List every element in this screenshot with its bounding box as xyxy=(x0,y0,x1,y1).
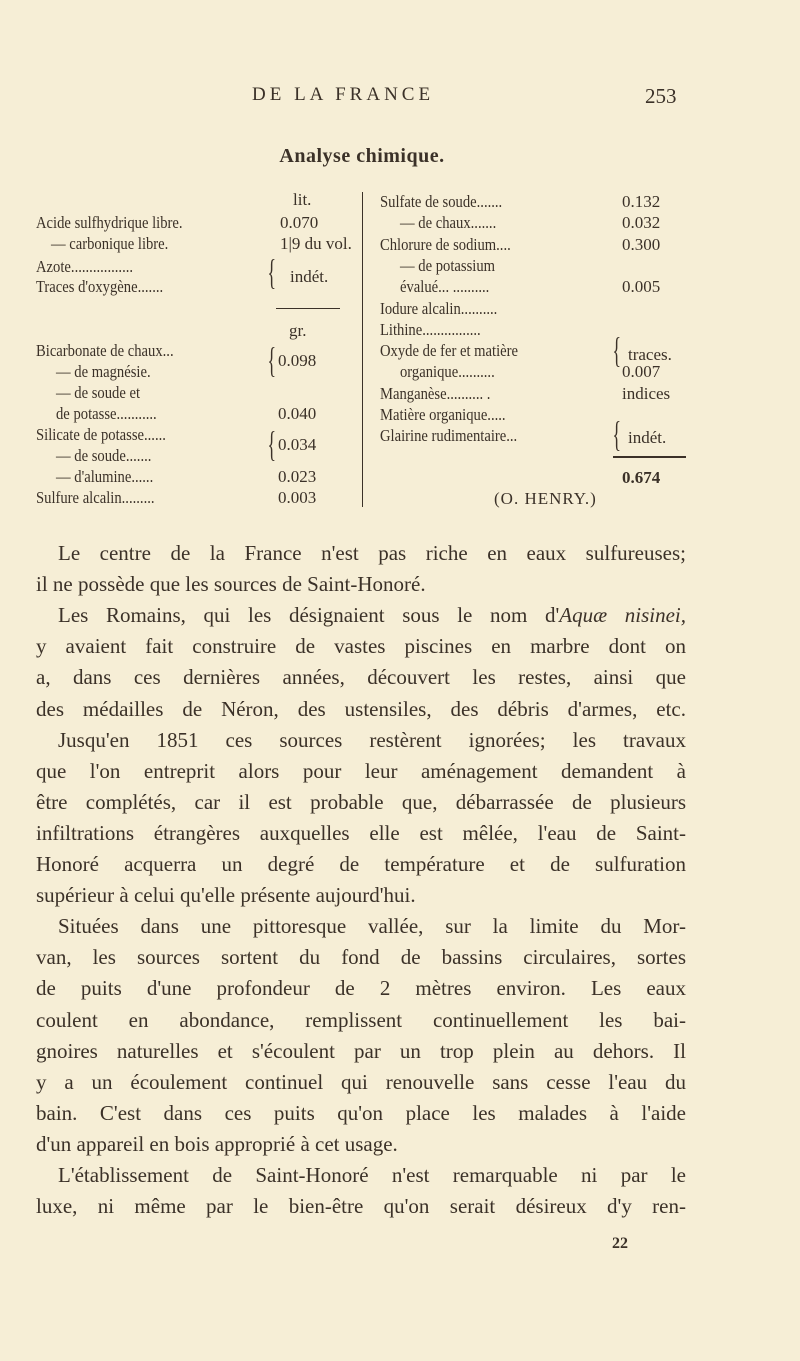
unit-lit: lit. xyxy=(293,190,312,209)
text-line xyxy=(36,1191,686,1222)
text-line xyxy=(36,1005,686,1036)
running-title: DE LA FRANCE xyxy=(252,84,435,105)
text-line xyxy=(58,600,686,631)
table-row xyxy=(36,466,366,487)
text-line-content: Situées dans une pittoresque vallée, sur la limite du Mor- xyxy=(58,914,686,939)
row-value: 0.032 xyxy=(622,213,661,233)
row-label: Azote................. xyxy=(36,257,134,276)
text-line xyxy=(36,1067,686,1098)
brace xyxy=(612,332,621,368)
row-label: Manganèse.......... . xyxy=(380,383,491,403)
table-row xyxy=(36,212,366,233)
text-line-content: bain. C'est dans ces puits qu'on place les malades à l'aide xyxy=(36,1100,686,1125)
table-row xyxy=(36,233,366,254)
row-label: — de soude et xyxy=(56,383,141,402)
brace xyxy=(267,426,276,462)
text-line xyxy=(36,849,686,880)
row-label: Lithine................ xyxy=(380,319,481,339)
rule xyxy=(276,308,340,309)
text-line-content: des médailles de Néron, des ustensiles, des débris d'armes, etc. xyxy=(36,696,686,721)
text-line-content: L'établissement de Saint-Honoré n'est remarquable ni par le xyxy=(58,1163,686,1187)
table-row xyxy=(380,234,710,255)
table-row xyxy=(380,276,710,297)
row-value: 0.023 xyxy=(278,467,317,486)
table-title: Analyse chimique. xyxy=(279,145,445,167)
table-row xyxy=(36,403,366,424)
table-row xyxy=(380,255,710,276)
row-label: Chlorure de sodium.... xyxy=(380,234,511,254)
text-line-content: Les Romains, qui les désignaient sous le nom d' xyxy=(58,603,560,628)
table-row xyxy=(380,191,710,212)
text-line xyxy=(36,787,686,818)
row-label: évalué... .......... xyxy=(400,277,490,297)
row-label: Traces d'oxygène....... xyxy=(36,277,164,296)
bracket-value: 0.098 xyxy=(278,351,317,370)
row-label: Acide sulfhydrique libre. xyxy=(36,213,183,232)
brace xyxy=(267,254,276,290)
table-row xyxy=(380,404,710,425)
row-value: 0.005 xyxy=(622,277,661,297)
text-line-content: que l'on entreprit alors pour leur aménagement demandent à xyxy=(36,758,686,783)
text-line xyxy=(36,694,686,725)
row-value: 0.070 xyxy=(280,213,319,232)
row-value: 0.040 xyxy=(278,404,317,423)
text-line xyxy=(36,662,686,693)
brace xyxy=(612,416,621,452)
text-line xyxy=(58,1160,686,1191)
text-line-content: d'un appareil en bois approprié à cet usage. xyxy=(36,1131,398,1156)
table-row xyxy=(36,445,366,466)
table-row xyxy=(36,487,366,508)
table-row xyxy=(380,319,710,340)
text-line xyxy=(36,569,686,600)
text-line-content: luxe, ni même par le bien-être qu'on serait désireux d'y ren- xyxy=(36,1194,686,1219)
row-label: — carbonique libre. xyxy=(51,234,169,253)
text-line xyxy=(36,1098,686,1129)
text-line xyxy=(36,1129,686,1160)
total-rule xyxy=(613,456,686,458)
text-line-content: Le centre de la France n'est pas riche en eaux sulfureuses; xyxy=(58,541,686,565)
text-line-content: Jusqu'en 1851 ces sources restèrent ignorées; les travaux xyxy=(58,727,686,752)
table-row xyxy=(36,382,366,403)
row-label: Oxyde de fer et matière xyxy=(380,341,519,361)
page-number: 253 xyxy=(645,84,677,108)
row-label: — de potassium xyxy=(400,255,496,275)
bracket-value: traces. xyxy=(628,345,672,364)
row-label: Glairine rudimentaire... xyxy=(380,426,518,446)
row-label: Sulfate de soude....... xyxy=(380,192,503,211)
bracket-value: indét. xyxy=(290,267,329,286)
table-row xyxy=(380,383,710,404)
text-line-content: Honoré acquerra un degré de température et de sulfuration xyxy=(36,852,686,876)
row-label: — de magnésie. xyxy=(56,362,151,381)
text-line-content: coulent en abondance, remplissent continuellement les bai- xyxy=(36,1007,686,1032)
latin-name: Aquæ nisinei, xyxy=(559,603,686,628)
brace xyxy=(267,342,276,378)
row-label: Sulfure alcalin......... xyxy=(36,488,155,507)
table-row xyxy=(36,424,366,445)
text-line xyxy=(58,911,686,942)
text-line-content: y avaient fait construire de vastes piscines en marbre dont on xyxy=(36,634,686,659)
text-line-content: de puits d'une profondeur de 2 mètres environ. Les eaux xyxy=(36,976,686,1001)
text-line-content: supérieur à celui qu'elle présente aujourd'hui. xyxy=(36,883,416,908)
row-value: 1|9 du vol. xyxy=(280,234,352,253)
table-row xyxy=(380,212,710,233)
row-value: 0.132 xyxy=(622,192,661,211)
text-line xyxy=(36,818,686,849)
table-row xyxy=(36,340,366,361)
text-line-content: être complétés, car il est probable que, débarrassée de plusieurs xyxy=(36,789,686,814)
text-line xyxy=(36,880,686,911)
text-line xyxy=(36,756,686,787)
unit-gr: gr. xyxy=(289,321,307,340)
text-line-content: il ne possède que les sources de Saint-Honoré. xyxy=(36,572,426,597)
row-label: — de chaux....... xyxy=(400,213,497,233)
text-line-content: infiltrations étrangères auxquelles elle est mêlée, l'eau de Saint- xyxy=(36,820,686,845)
author-signature: (O. HENRY.) xyxy=(494,489,597,508)
row-value: 0.003 xyxy=(278,488,317,507)
row-label: organique.......... xyxy=(400,362,495,382)
text-line xyxy=(36,973,686,1004)
row-label: Iodure alcalin.......... xyxy=(380,298,498,318)
row-label: — d'alumine...... xyxy=(56,467,154,486)
row-value: 0.007 xyxy=(622,362,661,382)
row-value: 0.300 xyxy=(622,234,661,254)
text-line-content: van, les sources sortent du fond de bassins circulaires, sortes xyxy=(36,945,686,970)
text-line-content: gnoires naturelles et s'écoulent par un trop plein au dehors. Il xyxy=(36,1038,686,1063)
text-line xyxy=(58,725,686,756)
text-line-content: a, dans ces dernières années, découvert les restes, ainsi que xyxy=(36,665,686,690)
row-value: indices xyxy=(622,383,671,403)
signature-mark: 22 xyxy=(612,1235,628,1252)
bracket-value: indét. xyxy=(628,428,667,447)
text-line xyxy=(36,1036,686,1067)
row-label: de potasse........... xyxy=(56,404,157,423)
text-line-content: y a un écoulement continuel qui renouvelle sans cesse l'eau du xyxy=(36,1069,686,1094)
row-label: Matière organique..... xyxy=(380,405,506,424)
text-line xyxy=(36,942,686,973)
row-label: Bicarbonate de chaux... xyxy=(36,341,174,360)
total-value: 0.674 xyxy=(622,468,661,487)
table-row xyxy=(36,361,366,382)
text-line xyxy=(36,631,686,662)
bracket-value: 0.034 xyxy=(278,435,317,454)
row-label: Silicate de potasse...... xyxy=(36,425,166,444)
row-label: — de soude....... xyxy=(56,446,152,465)
table-row xyxy=(380,298,710,319)
text-line xyxy=(58,538,686,569)
